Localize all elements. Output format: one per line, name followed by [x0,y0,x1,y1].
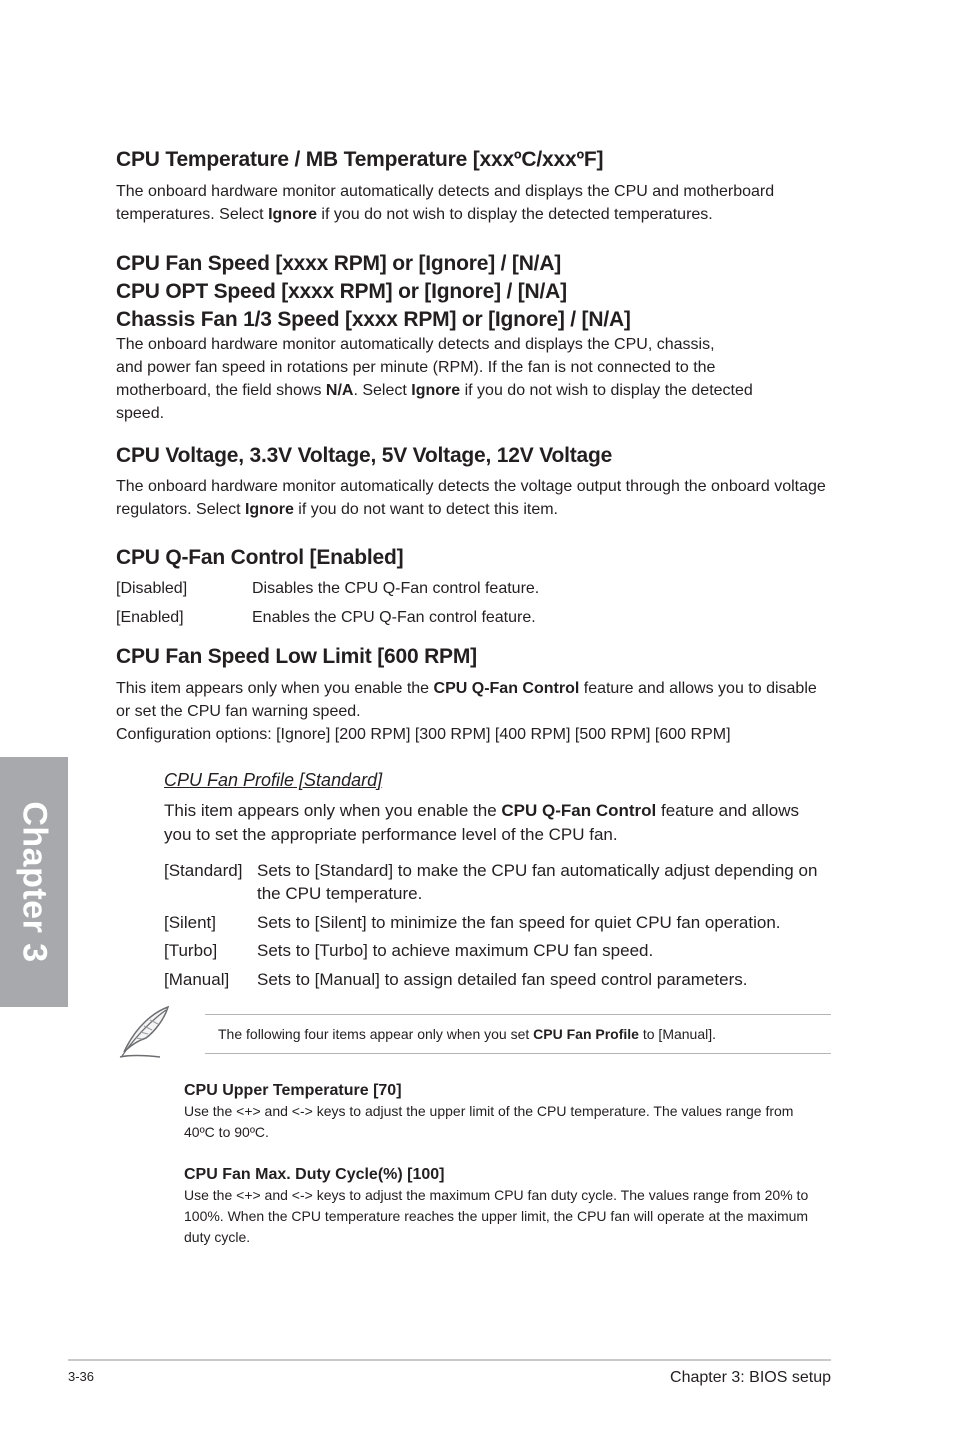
heading-cpu-fan-speed: CPU Fan Speed [xxxx RPM] or [Ignore] / [N/A] [116,252,562,275]
paragraph-low-limit: This item appears only when you enable the CPU Q-Fan Control feature and allows you to disable or set the CPU fan warning speed. [116,680,817,720]
heading-cpu-voltage: CPU Voltage, 3.3V Voltage, 5V Voltage, 12V Voltage [116,444,613,467]
paragraph-max-duty: Use the <+> and <-> keys to adjust the maximum CPU fan duty cycle. The values range from 20% to 100%. When the CPU temperature reaches the upper limit, the CPU fan will operate at the maximum duty cycle. [184,1187,809,1245]
heading-cpu-opt-speed: CPU OPT Speed [xxxx RPM] or [Ignore] / [N/A] [116,280,567,303]
paragraph-upper-temperature: Use the <+> and <-> keys to adjust the upper limit of the CPU temperature. The values range from 40ºC to 90ºC. [184,1103,794,1140]
chapter-side-tab [0,757,68,1007]
paragraph-fan-speed: The onboard hardware monitor automatically detects and displays the CPU, chassis, and power fan speed in rotations per minute (RPM). If the fan is not connected to the motherboard, the field shows N/A. Select Ignore if you do not wish to display the detected speed. [116,336,753,422]
heading-cpu-temperature: CPU Temperature / MB Temperature [xxxºC/xxxºF] [116,148,604,171]
paragraph-temperature: The onboard hardware monitor automatically detects and displays the CPU and motherboard temperatures. Select Ignore if you do not wish to display the detected temperatures. [116,183,775,223]
note-text: The following four items appear only when you set CPU Fan Profile to [Manual]. [218,1026,717,1042]
page-number: 3-36 [68,1369,95,1384]
paragraph-fan-profile: This item appears only when you enable the CPU Q-Fan Control feature and allows you to set the appropriate performance level of the CPU fan. [164,801,799,844]
feather-pen-icon [114,1004,174,1062]
paragraph-voltage: The onboard hardware monitor automatically detects the voltage output through the onboard voltage regulators. Select Ignore if you do not want to detect this item. [116,478,826,518]
heading-fan-speed-low-limit: CPU Fan Speed Low Limit [600 RPM] [116,645,477,668]
chapter-tab-label: Chapter 3 [15,801,54,963]
paragraph-config-options: Configuration options: [Ignore] [200 RPM] [300 RPM] [400 RPM] [500 RPM] [600 RPM] [116,726,731,743]
footer-chapter-title: Chapter 3: BIOS setup [670,1369,831,1386]
heading-cpu-upper-temperature: CPU Upper Temperature [70] [184,1082,402,1099]
note-bottom-rule [205,1053,831,1054]
heading-cpu-qfan-control: CPU Q-Fan Control [Enabled] [116,546,404,569]
note-top-rule [205,1014,831,1015]
heading-chassis-fan-speed: Chassis Fan 1/3 Speed [xxxx RPM] or [Ignore] / [N/A] [116,308,631,331]
footer-rule [68,1359,831,1361]
heading-cpu-fan-max-duty: CPU Fan Max. Duty Cycle(%) [100] [184,1166,445,1183]
subheading-cpu-fan-profile: CPU Fan Profile [Standard] [164,770,383,790]
